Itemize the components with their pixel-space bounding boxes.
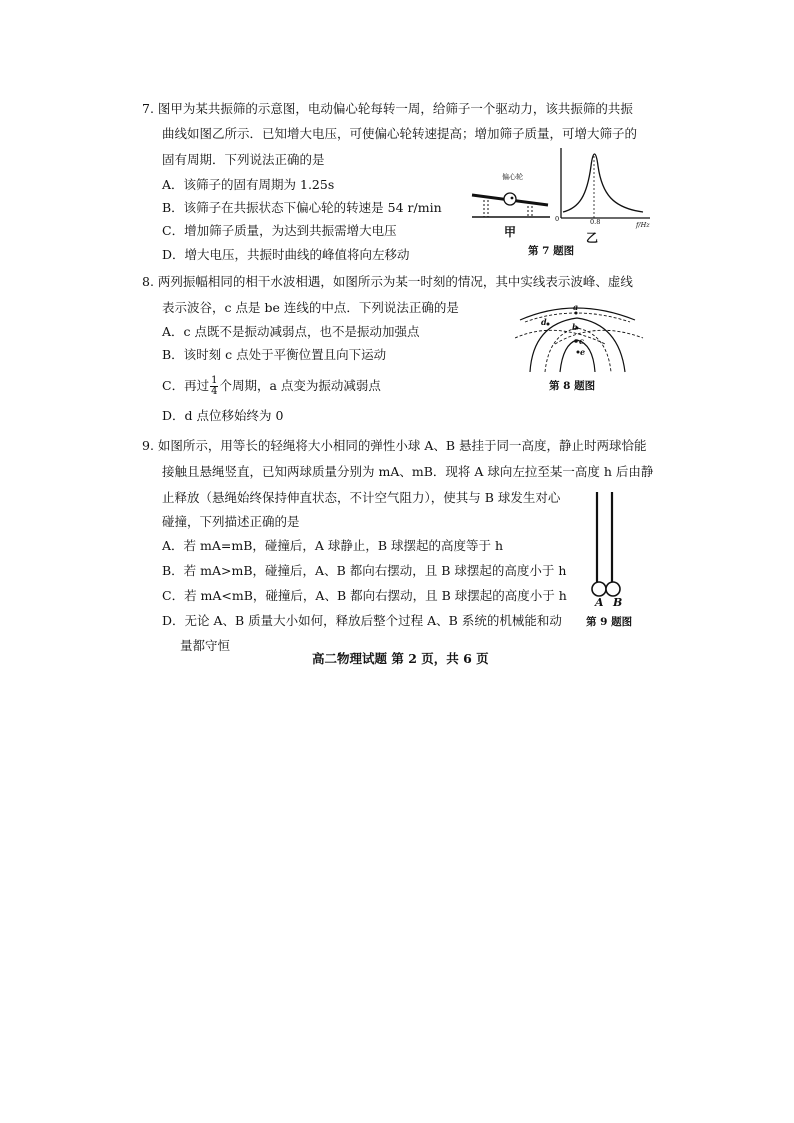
q8-stem-line-2: 表示波谷，c 点是 be 连线的中点．下列说法正确的是 [162, 300, 459, 315]
page-footer: 高二物理试题 第 2 页，共 6 页 [312, 651, 489, 666]
q7-yi-x-axis: f/Hz [636, 221, 650, 229]
q9-option-d: D．无论 A、B 质量大小如何，释放后整个过程 A、B 系统的机械能和动 [162, 613, 562, 628]
q9-caption: 第 9 题图 [586, 616, 633, 628]
q9-option-b: B．若 mA>mB，碰撞后，A、B 都向右摆动，且 B 球摆起的高度小于 h [162, 563, 567, 578]
q8-option-d: D．d 点位移始终为 0 [162, 408, 284, 423]
q9-stem-line-2: 接触且悬绳竖直，已知两球质量分别为 mA、mB．现将 A 球向左拉至某一高度 h 后由静 [162, 464, 654, 479]
q8-fraction-denominator: 4 [211, 386, 218, 397]
q7-wheel-label: 偏心轮 [502, 173, 523, 181]
q7-option-c: C．增加筛子质量，为达到共振需增大电压 [162, 223, 397, 238]
q8-caption: 第 8 题图 [549, 380, 596, 392]
q8-label-a: a [573, 302, 579, 312]
q7-yi-origin: 0 [555, 215, 560, 223]
q8-fraction-numerator: 1 [211, 375, 218, 386]
q8-label-c: c [579, 336, 584, 346]
q9-option-a: A．若 mA=mB，碰撞后，A 球静止，B 球摆起的高度等于 h [162, 538, 504, 553]
q7-caption: 第 7 题图 [528, 245, 575, 257]
q9-label-a: A [595, 596, 604, 609]
q8-stem-line-1: 8. 两列振幅相同的相干水波相遇，如图所示为某一时刻的情况，其中实线表示波峰、虚线 [142, 274, 633, 289]
q8-option-c-suffix: 个周期，a 点变为振动减弱点 [219, 378, 381, 393]
q7-option-d: D．增大电压，共振时曲线的峰值将向左移动 [162, 247, 410, 262]
q7-figure-yi [553, 146, 653, 224]
q8-label-d: d [541, 317, 547, 327]
q7-option-b: B．该筛子在共振状态下偏心轮的转速是 54 r/min [162, 200, 442, 215]
q9-stem-line-1: 9. 如图所示，用等长的轻绳将大小相同的弹性小球 A、B 悬挂于同一高度，静止时两球恰能 [142, 438, 647, 453]
q9-option-c: C．若 mA<mB，碰撞后，A、B 都向右摆动，且 B 球摆起的高度小于 h [162, 588, 567, 603]
q8-label-b: b [572, 322, 578, 332]
q7-figure-jia [470, 180, 555, 220]
q8-option-b: B．该时刻 c 点处于平衡位置且向下运动 [162, 347, 387, 362]
q8-option-c-prefix: C．再过 [162, 378, 210, 393]
q9-stem-line-3: 止释放（悬绳始终保持伸直状态，不计空气阻力），使其与 B 球发生对心 [162, 490, 561, 505]
q9-figure [588, 490, 628, 600]
q7-option-a: A．该筛子的固有周期为 1.25s [162, 177, 335, 192]
q7-stem-line-3: 固有周期．下列说法正确的是 [162, 152, 325, 167]
q7-stem-line-2: 曲线如图乙所示．已知增大电压，可使偏心轮转速提高；增加筛子质量，可增大筛子的 [162, 126, 638, 141]
q8-option-c-fraction [210, 376, 218, 397]
q7-figure-jia-label: 甲 [504, 225, 517, 239]
q7-figure-yi-label: 乙 [586, 231, 599, 245]
q9-stem-line-4: 碰撞，下列描述正确的是 [162, 514, 300, 529]
q7-yi-x-tick: 0.8 [590, 218, 601, 226]
q7-stem-line-1: 7. 图甲为某共振筛的示意图，电动偏心轮每转一周，给筛子一个驱动力，该共振筛的共振 [142, 101, 633, 116]
q9-option-d-continued: 量都守恒 [180, 638, 231, 653]
q9-label-b: B [613, 596, 623, 609]
q8-option-c [162, 376, 381, 397]
q8-label-e: e [580, 347, 586, 357]
q8-option-a: A．c 点既不是振动减弱点，也不是振动加强点 [162, 324, 420, 339]
